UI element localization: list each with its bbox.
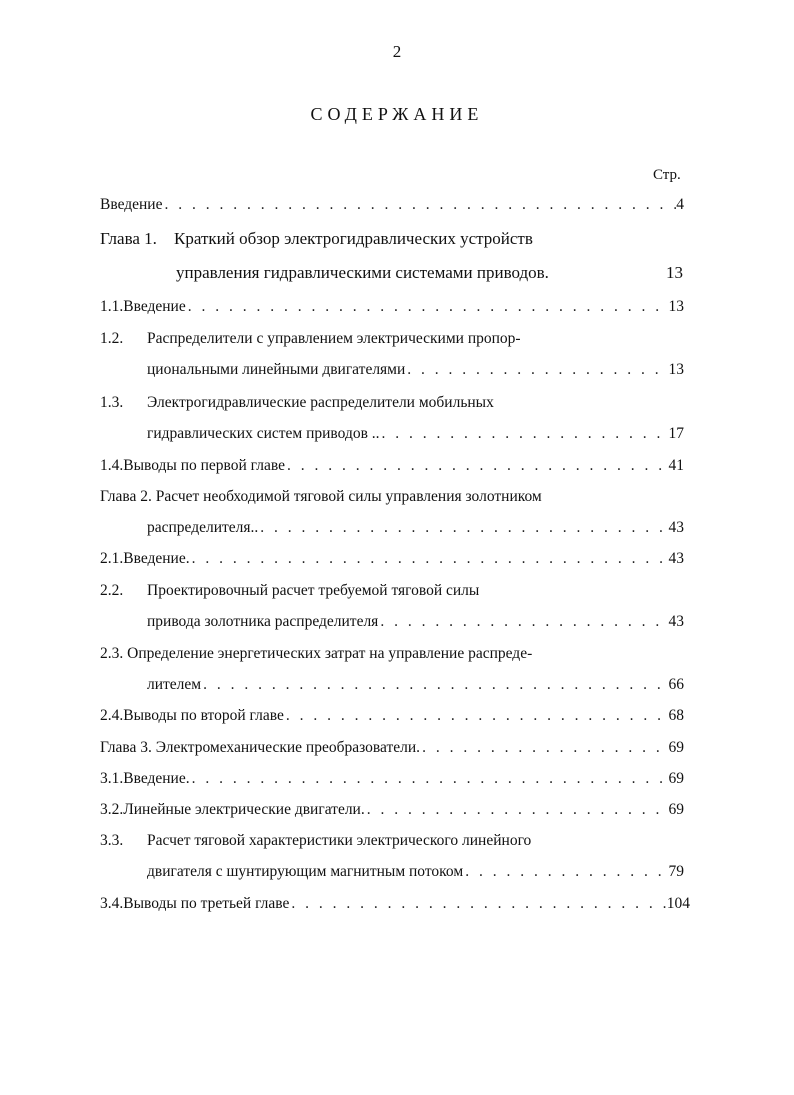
toc-label: Краткий обзор электрогидравлических устройств	[174, 229, 533, 248]
toc-page: 104	[666, 895, 690, 912]
toc-number: 1.4.	[100, 457, 124, 474]
toc-number: 2.1.	[100, 550, 124, 567]
toc-label: Введение	[123, 298, 186, 315]
toc-page: 13	[668, 298, 684, 315]
toc-entry-2-1[interactable]	[100, 550, 684, 568]
toc-number: 3.1.	[100, 770, 124, 787]
toc-leader	[186, 298, 669, 316]
toc-entry-1-4[interactable]	[100, 457, 684, 475]
toc-leader	[284, 707, 669, 725]
toc-entry-chapter-2[interactable]	[100, 488, 542, 506]
toc-leader	[285, 457, 669, 475]
toc-page: 4	[676, 196, 684, 213]
toc-entry-chapter-1[interactable]	[100, 229, 533, 249]
toc-label: гидравлических систем приводов ..	[147, 425, 380, 442]
toc-page: 68	[668, 707, 684, 724]
toc-page: 69	[668, 739, 684, 756]
toc-leader	[405, 361, 668, 379]
toc-leader	[463, 863, 668, 881]
toc-entry-intro[interactable]	[100, 196, 684, 214]
toc-page: 43	[668, 519, 684, 536]
toc-entry-2-3-cont	[147, 676, 684, 694]
toc-label: Введение	[100, 196, 163, 213]
toc-entry-3-2[interactable]	[100, 801, 684, 819]
toc-leader	[190, 770, 669, 788]
toc-label: Электрогидравлические распределители мобильных	[147, 394, 494, 411]
toc-entry-3-3-cont	[147, 863, 684, 881]
toc-entry-3-4[interactable]	[100, 895, 690, 913]
toc-entry-2-2[interactable]	[100, 582, 479, 600]
toc-number: 2.4.	[100, 707, 124, 724]
toc-leader	[258, 519, 668, 537]
toc-page: 41	[668, 457, 684, 474]
toc-label: Проектировочный расчет требуемой тяговой силы	[147, 582, 480, 599]
toc-leader	[420, 739, 668, 757]
toc-label: Глава 3. Электромеханические преобразователи.	[100, 739, 421, 756]
toc-entry-1-1[interactable]	[100, 298, 684, 316]
toc-entry-chapter-1-cont	[176, 263, 549, 283]
toc-label: лителем	[147, 676, 202, 693]
toc-page: 66	[668, 676, 684, 693]
toc-entry-2-4[interactable]	[100, 707, 684, 725]
toc-page: 43	[668, 550, 684, 567]
toc-page: 13	[668, 361, 684, 378]
toc-number: 3.2.	[100, 801, 124, 818]
toc-number: 2.2.	[100, 582, 124, 599]
toc-entry-1-2[interactable]	[100, 330, 521, 348]
toc-label: двигателя с шунтирующим магнитным потоком	[147, 863, 464, 880]
toc-page: 79	[668, 863, 684, 880]
toc-leader	[378, 613, 668, 631]
toc-page: 13	[666, 263, 683, 282]
toc-entry-2-2-cont	[147, 613, 684, 631]
toc-entry-1-3[interactable]	[100, 394, 494, 412]
toc-label: Выводы по третьей главе	[123, 895, 290, 912]
toc-leader	[289, 895, 666, 913]
toc-label: Введение.	[123, 770, 190, 787]
toc-label: Расчет тяговой характеристики электрического линейного	[147, 832, 532, 849]
toc-number: 1.2.	[100, 330, 124, 347]
toc-label: распределителя..	[147, 519, 259, 536]
toc-page: 69	[668, 770, 684, 787]
toc-label: Выводы по второй главе	[123, 707, 284, 724]
toc-entry-chapter-3[interactable]	[100, 739, 684, 757]
toc-leader	[162, 196, 676, 214]
toc-entry-chapter-2-cont	[147, 519, 684, 537]
page-title: СОДЕРЖАНИЕ	[310, 104, 484, 124]
page-column-label: Стр.	[653, 167, 681, 183]
toc-entry-3-3[interactable]	[100, 832, 531, 850]
toc-entry-3-1[interactable]	[100, 770, 684, 788]
toc-label: управления гидравлическими системами приводов.	[176, 263, 549, 282]
toc-label: Выводы по первой главе	[123, 457, 285, 474]
toc-label: 2.3. Определение энергетических затрат на управление распреде-	[100, 645, 533, 662]
page-number: 2	[392, 42, 402, 61]
toc-number: Глава 1.	[100, 229, 157, 248]
toc-label: Распределители с управлением электрическими пропор-	[147, 330, 521, 347]
toc-label: Глава 2. Расчет необходимой тяговой силы управления золотником	[100, 488, 542, 505]
toc-number: 3.3.	[100, 832, 124, 849]
toc-page: 17	[668, 425, 684, 442]
toc-label: Введение.	[123, 550, 190, 567]
toc-entry-2-3[interactable]	[100, 645, 532, 663]
toc-number: 1.1.	[100, 298, 124, 315]
toc-leader	[190, 550, 669, 568]
toc-leader	[365, 801, 669, 819]
toc-page: 43	[668, 613, 684, 630]
toc-label: циональными линейными двигателями	[147, 361, 406, 378]
toc-number: 1.3.	[100, 394, 124, 411]
toc-leader	[201, 676, 668, 694]
toc-label: Линейные электрические двигатели.	[123, 801, 365, 818]
toc-leader	[380, 425, 669, 443]
toc-entry-1-3-cont	[147, 425, 684, 443]
toc-label: привода золотника распределителя	[147, 613, 379, 630]
toc-page: 69	[668, 801, 684, 818]
toc-entry-1-2-cont	[147, 361, 684, 379]
toc-number: 3.4.	[100, 895, 124, 912]
